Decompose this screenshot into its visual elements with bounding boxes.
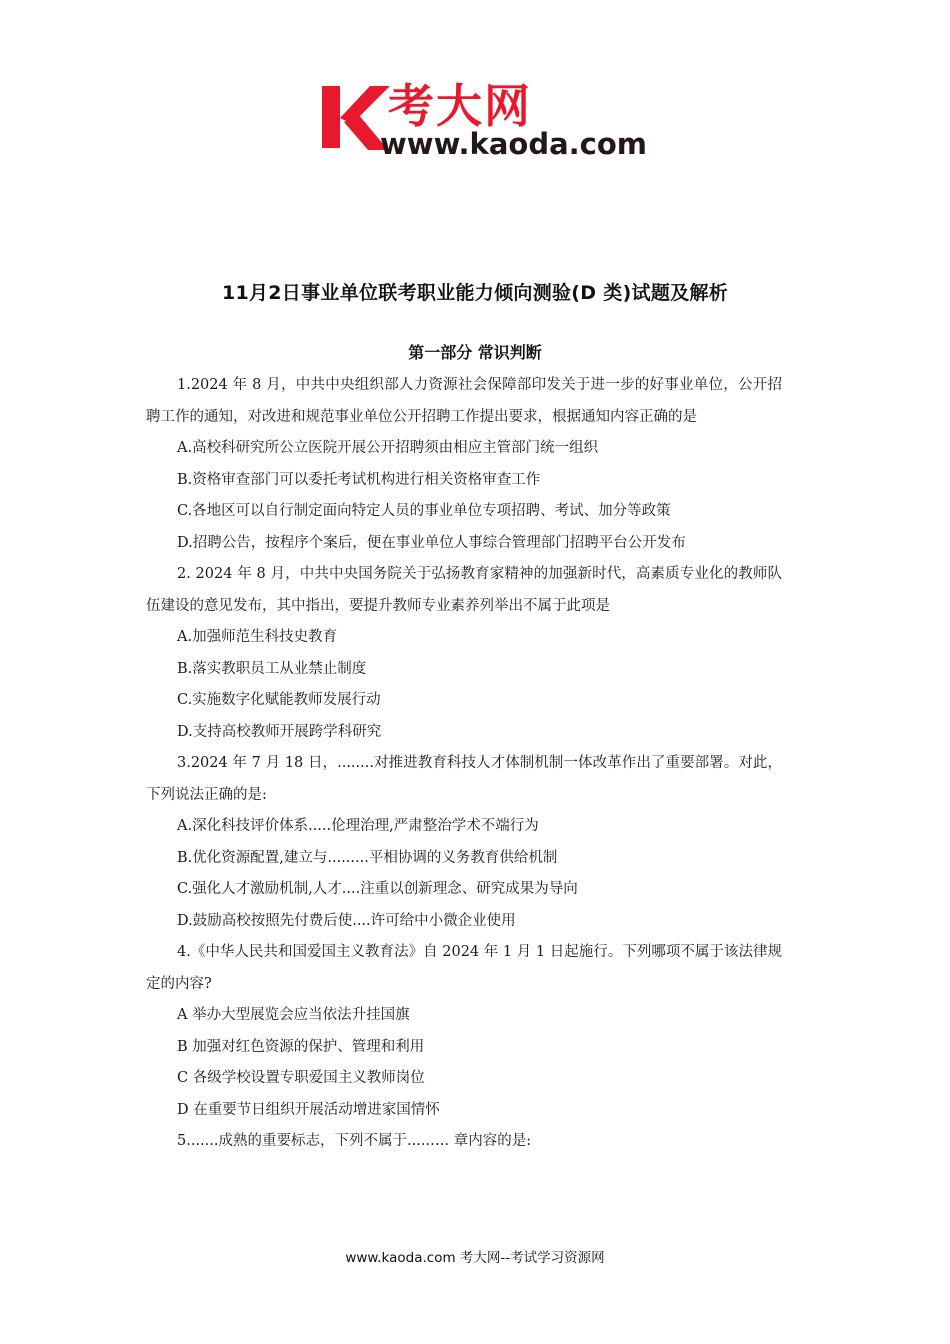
question-2-option-b: B.落实教职员工从业禁止制度 [177, 660, 367, 677]
question-1-option-b: B.资格审查部门可以委托考试机构进行相关资格审查工作 [177, 471, 541, 488]
question-3-option-a: A.深化科技评价体系.....伦理治理,严肃整治学术不端行为 [177, 818, 539, 834]
page-footer: www.kaoda.com 考大网--考试学习资源网 [345, 1250, 605, 1266]
question-stem-3: 3.2024 年 7 月 18 日，........对推进教育科技人才体制机制一体改革作出了重要部署。对此，下列说法正确的是: [146, 755, 782, 803]
kaoda-logo [318, 78, 648, 160]
question-4-option-d: D 在重要节日组织开展活动增进家国情怀 [177, 1101, 440, 1118]
question-stem-5: 5.......成熟的重要标志，下列不属于.....…. 章内容的是: [177, 1133, 532, 1149]
question-4-option-c: C 各级学校设置专职爱国主义教师岗位 [177, 1070, 425, 1086]
question-stem-1: 1.2024 年 8 月，中共中央组织部人力资源社会保障部印发关于进一步的好事业单位，公开招聘工作的通知，对改进和规范事业单位公开招聘工作提出要求，根据通知内容正确的是 [146, 377, 782, 425]
question-1-option-d: D.招聘公告，按程序个案后，便在事业单位人事综合管理部门招聘平台公开发布 [177, 534, 686, 551]
question-1-option-a: A.高校科研究所公立医院开展公开招聘须由相应主管部门统一组织 [177, 440, 599, 456]
document-title: 11月2日事业单位联考职业能力倾向测验(D 类)试题及解析 [221, 282, 729, 304]
logo-url-text: www.kaoda.com [380, 127, 647, 160]
question-3-option-b: B.优化资源配置,建立与.........平相协调的义务教育供给机制 [177, 849, 558, 866]
question-1-option-c: C.各地区可以自行制定面向特定人员的事业单位专项招聘、考试、加分等政策 [177, 503, 671, 519]
question-stem-4: 4.《中华人民共和国爱国主义教育法》自 2024 年 1 月 1 日起施行。下列哪项不属于该法律规定的内容? [146, 944, 782, 992]
question-4-option-a: A 举办大型展览会应当依法升挂国旗 [177, 1007, 410, 1023]
question-3-option-d: D.鼓励高校按照先付费后使....许可给中小微企业使用 [177, 912, 516, 929]
section-heading: 第一部分 常识判断 [408, 343, 542, 362]
question-2-option-a: A.加强师范生科技史教育 [177, 629, 338, 645]
question-3-option-c: C.强化人才激励机制,人才....注重以创新理念、研究成果为导向 [177, 881, 578, 897]
question-stem-2: 2. 2024 年 8 月，中共中央国务院关于弘扬教育家精神的加强新时代，高素质专业化的教师队伍建设的意见发布，其中指出，要提升教师专业素养列举出不属于此项是 [146, 566, 782, 614]
question-2-option-c: C.实施数字化赋能教师发展行动 [177, 692, 381, 708]
question-4-option-b: B 加强对红色资源的保护、管理和利用 [177, 1038, 425, 1055]
question-2-option-d: D.支持高校教师开展跨学科研究 [177, 723, 382, 740]
logo-brand-text: 考大网 [388, 79, 532, 133]
question-list [146, 370, 782, 1158]
